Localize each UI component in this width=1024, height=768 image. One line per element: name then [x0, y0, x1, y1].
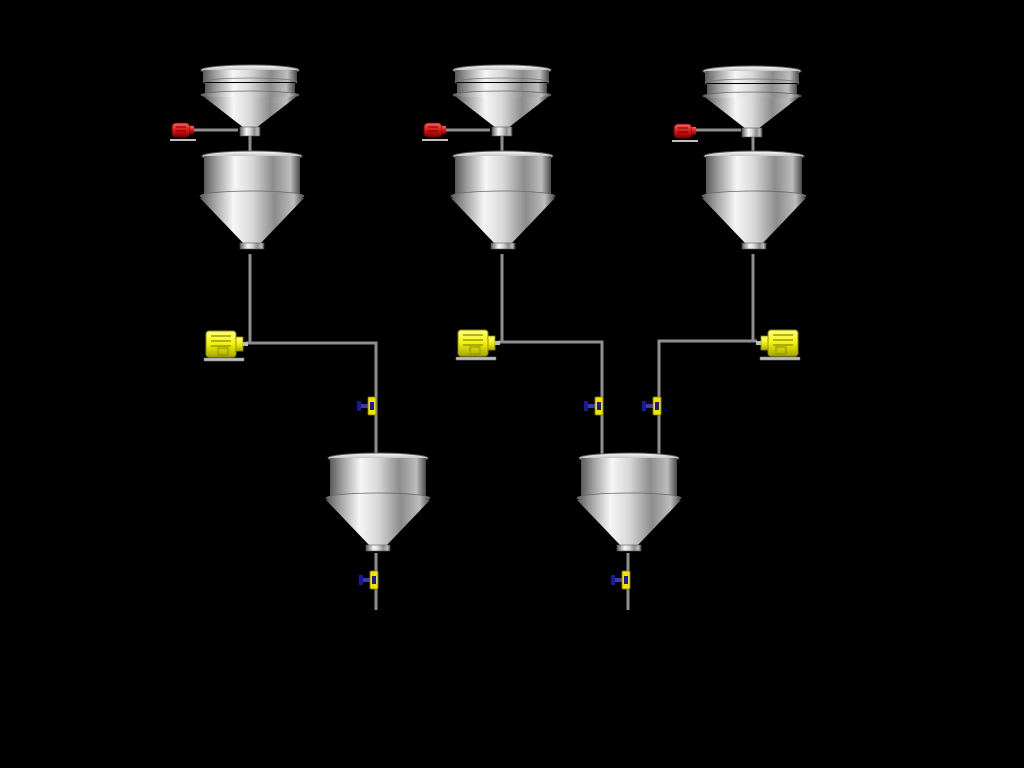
inlet-valve-3[interactable] — [642, 397, 661, 415]
blower-1[interactable] — [170, 123, 196, 141]
outlet-valve-1[interactable] — [359, 571, 378, 589]
storage-tank-3[interactable] — [702, 151, 806, 249]
feed-hopper-3[interactable] — [703, 66, 801, 137]
mixing-tank-1[interactable] — [326, 453, 430, 551]
inlet-valve-1[interactable] — [357, 397, 376, 415]
storage-tank-1[interactable] — [200, 151, 304, 249]
mixing-tank-2[interactable] — [577, 453, 681, 551]
outlet-valve-2[interactable] — [611, 571, 630, 589]
blower-3[interactable] — [672, 124, 698, 142]
pipe-tank2-mix2 — [502, 254, 602, 454]
transfer-motor-3[interactable] — [756, 330, 800, 360]
feed-hopper-2[interactable] — [453, 65, 551, 136]
transfer-motor-2[interactable] — [456, 330, 500, 360]
blower-2[interactable] — [422, 123, 448, 141]
storage-tank-2[interactable] — [451, 151, 555, 249]
inlet-valve-2[interactable] — [584, 397, 603, 415]
feed-hopper-1[interactable] — [201, 65, 299, 136]
transfer-motor-1[interactable] — [204, 331, 248, 361]
pipe-tank1-mix1 — [250, 254, 376, 454]
pipe-tank3-mix2 — [659, 254, 753, 454]
